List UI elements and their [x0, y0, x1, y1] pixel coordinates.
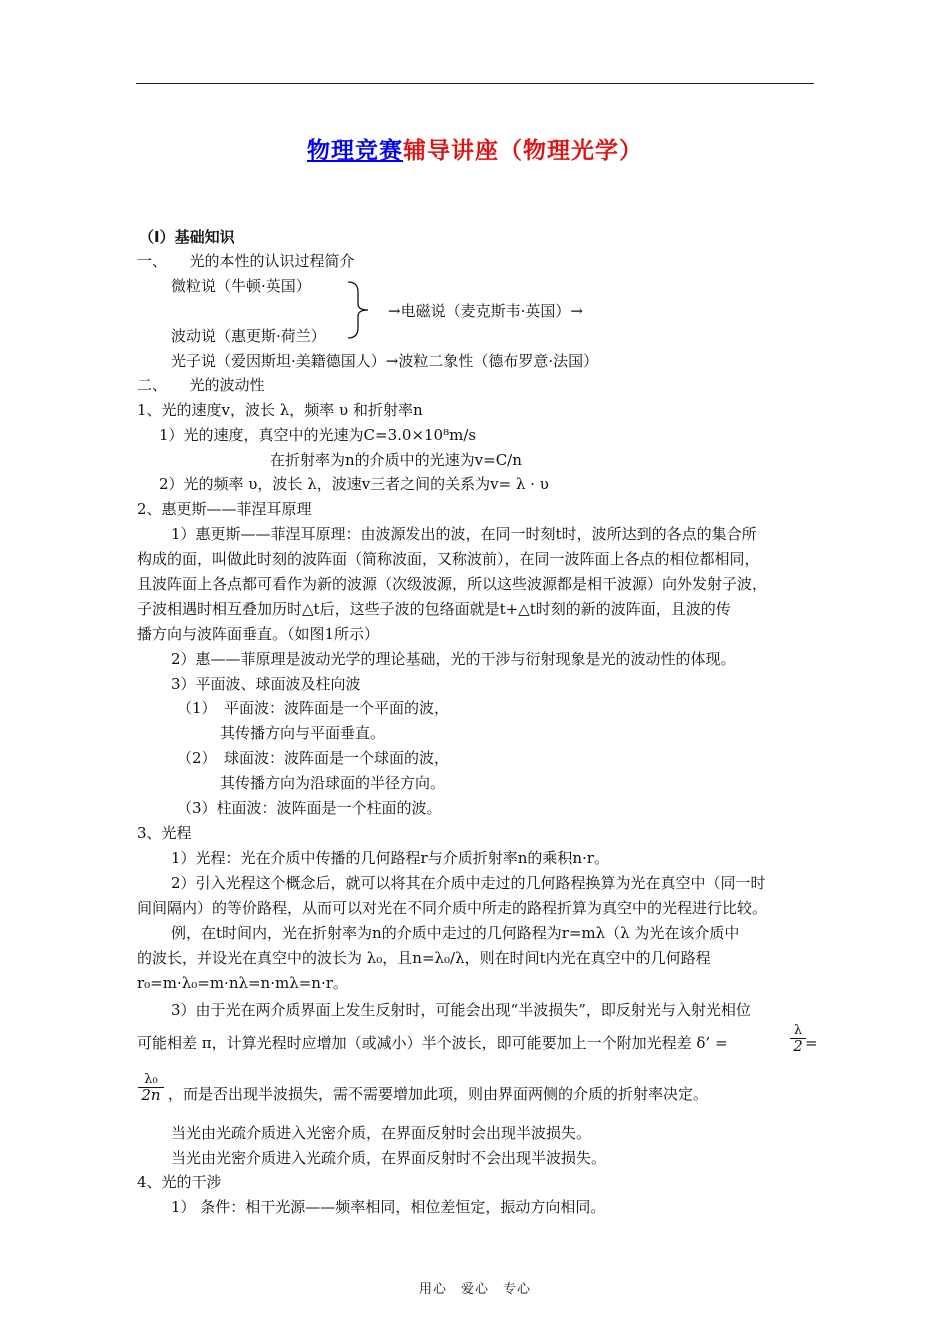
text-line: 微粒说（牛顿·英国）: [171, 277, 311, 295]
text-line: 1）光的速度，真空中的光速为C=3.0×10⁸m/s: [159, 426, 477, 444]
text-line: 2）引入光程这个概念后，就可以将其在介质中走过的几何路程换算为光在真空中（同一时: [171, 874, 766, 892]
text-line: ，而是否出现半波损失，需不需要增加此项，则由界面两侧的介质的折射率决定。: [168, 1085, 709, 1103]
text-line: 其传播方向为沿球面的半径方向。: [220, 774, 446, 792]
text-line: （2） 球面波：波阵面是一个球面的波，: [177, 749, 450, 767]
text-line: 光子说（爱因斯坦·美籍德国人）→波粒二象性（德布罗意·法国）: [171, 352, 599, 370]
text-line: 1）惠更斯——菲涅耳原理：由波源发出的波，在同一时刻t时，波所达到的各点的集合所: [171, 525, 757, 543]
subheading: 4、光的干涉: [137, 1173, 222, 1191]
text-line: 2）惠——菲原理是波动光学的理论基础，光的干涉与衍射现象是光的波动性的体现。: [171, 650, 736, 668]
text-line: 1）光程：光在介质中传播的几何路程r与介质折射率n的乘积n·r。: [171, 849, 609, 867]
text-line: 的波长，并设光在真空中的波长为 λ₀，且n=λ₀/λ，则在时间t内光在真空中的几何路程: [137, 949, 711, 967]
page-title: [0, 132, 950, 165]
text-line: 2）光的频率 υ，波长 λ，波速v三者之间的关系为v= λ · υ: [159, 475, 549, 493]
text-line: 播方向与波阵面垂直。（如图1所示）: [137, 625, 380, 643]
text-line: 其传播方向与平面垂直。: [220, 724, 386, 742]
text-line: 例，在t时间内，光在折射率为n的介质中走过的几何路程为r=mλ（λ 为光在该介质中: [171, 924, 740, 942]
equals-sign: =: [805, 1034, 818, 1052]
heading-2: 二、 光的波动性: [137, 376, 265, 394]
right-brace-icon: [346, 280, 372, 340]
title-rest: 辅导讲座（物理光学）: [403, 138, 643, 164]
header-rule: [136, 83, 814, 84]
text-line: 波动说（惠更斯·荷兰）: [171, 327, 326, 345]
text-line: 间间隔内）的等价路程，从而可以对光在不同介质中所走的路程折算为真空中的光程进行比较。: [137, 899, 768, 917]
fraction-lambda-half: $\frac{\lambda}{2}$: [790, 1024, 806, 1053]
text-line: 在折射率为n的介质中的光速为v=C/n: [270, 451, 522, 469]
section-heading: （Ⅰ）基础知识: [139, 228, 235, 246]
subheading: 2、惠更斯——菲涅耳原理: [137, 500, 312, 518]
page-footer: 用心 爱心 专心: [418, 1282, 531, 1297]
text-line: 3）平面波、球面波及柱向波: [171, 675, 361, 693]
text-line: （3）柱面波：波阵面是一个柱面的波。: [177, 799, 442, 817]
subheading: 1、光的速度v，波长 λ，频率 υ 和折射率n: [137, 401, 423, 419]
text-line: 3）由于光在两介质界面上发生反射时，可能会出现“半波损失”，即反射光与入射光相位: [171, 1001, 751, 1019]
subheading: 3、光程: [137, 824, 192, 842]
text-line: 当光由光密介质进入光疏介质，在界面反射时不会出现半波损失。: [171, 1149, 607, 1167]
text-line: 可能相差 π，计算光程时应增加（或减小）半个波长，即可能要加上一个附加光程差 δ’ =: [137, 1034, 728, 1052]
text-line: 构成的面，叫做此时刻的波阵面（简称波面，又称波前），在同一波阵面上各点的相位都相同，: [137, 550, 760, 568]
fraction-lambda0-2n: $\frac{\text{λ₀}}{2n}$: [138, 1073, 164, 1102]
text-line: （1） 平面波：波阵面是一个平面的波，: [177, 699, 450, 717]
text-line: →电磁说（麦克斯韦·英国）→: [388, 302, 583, 320]
text-line: 子波相遇时相互叠加历时△t后，这些子波的包络面就是t+△t时刻的新的波阵面，且波的传: [137, 600, 731, 618]
text-line: 且波阵面上各点都可看作为新的波源（次级波源，所以这些波源都是相干波源）向外发射子波，: [137, 575, 768, 593]
title-link[interactable]: 物理竞赛: [307, 138, 403, 164]
text-line: 1） 条件：相干光源——频率相同，相位差恒定，振动方向相同。: [171, 1198, 606, 1216]
heading-1: 一、 光的本性的认识过程简介: [137, 252, 355, 270]
text-line: 当光由光疏介质进入光密介质，在界面反射时会出现半波损失。: [171, 1124, 592, 1142]
text-line: r₀=m·λ₀=m·nλ=n·mλ=n·r。: [137, 974, 348, 992]
